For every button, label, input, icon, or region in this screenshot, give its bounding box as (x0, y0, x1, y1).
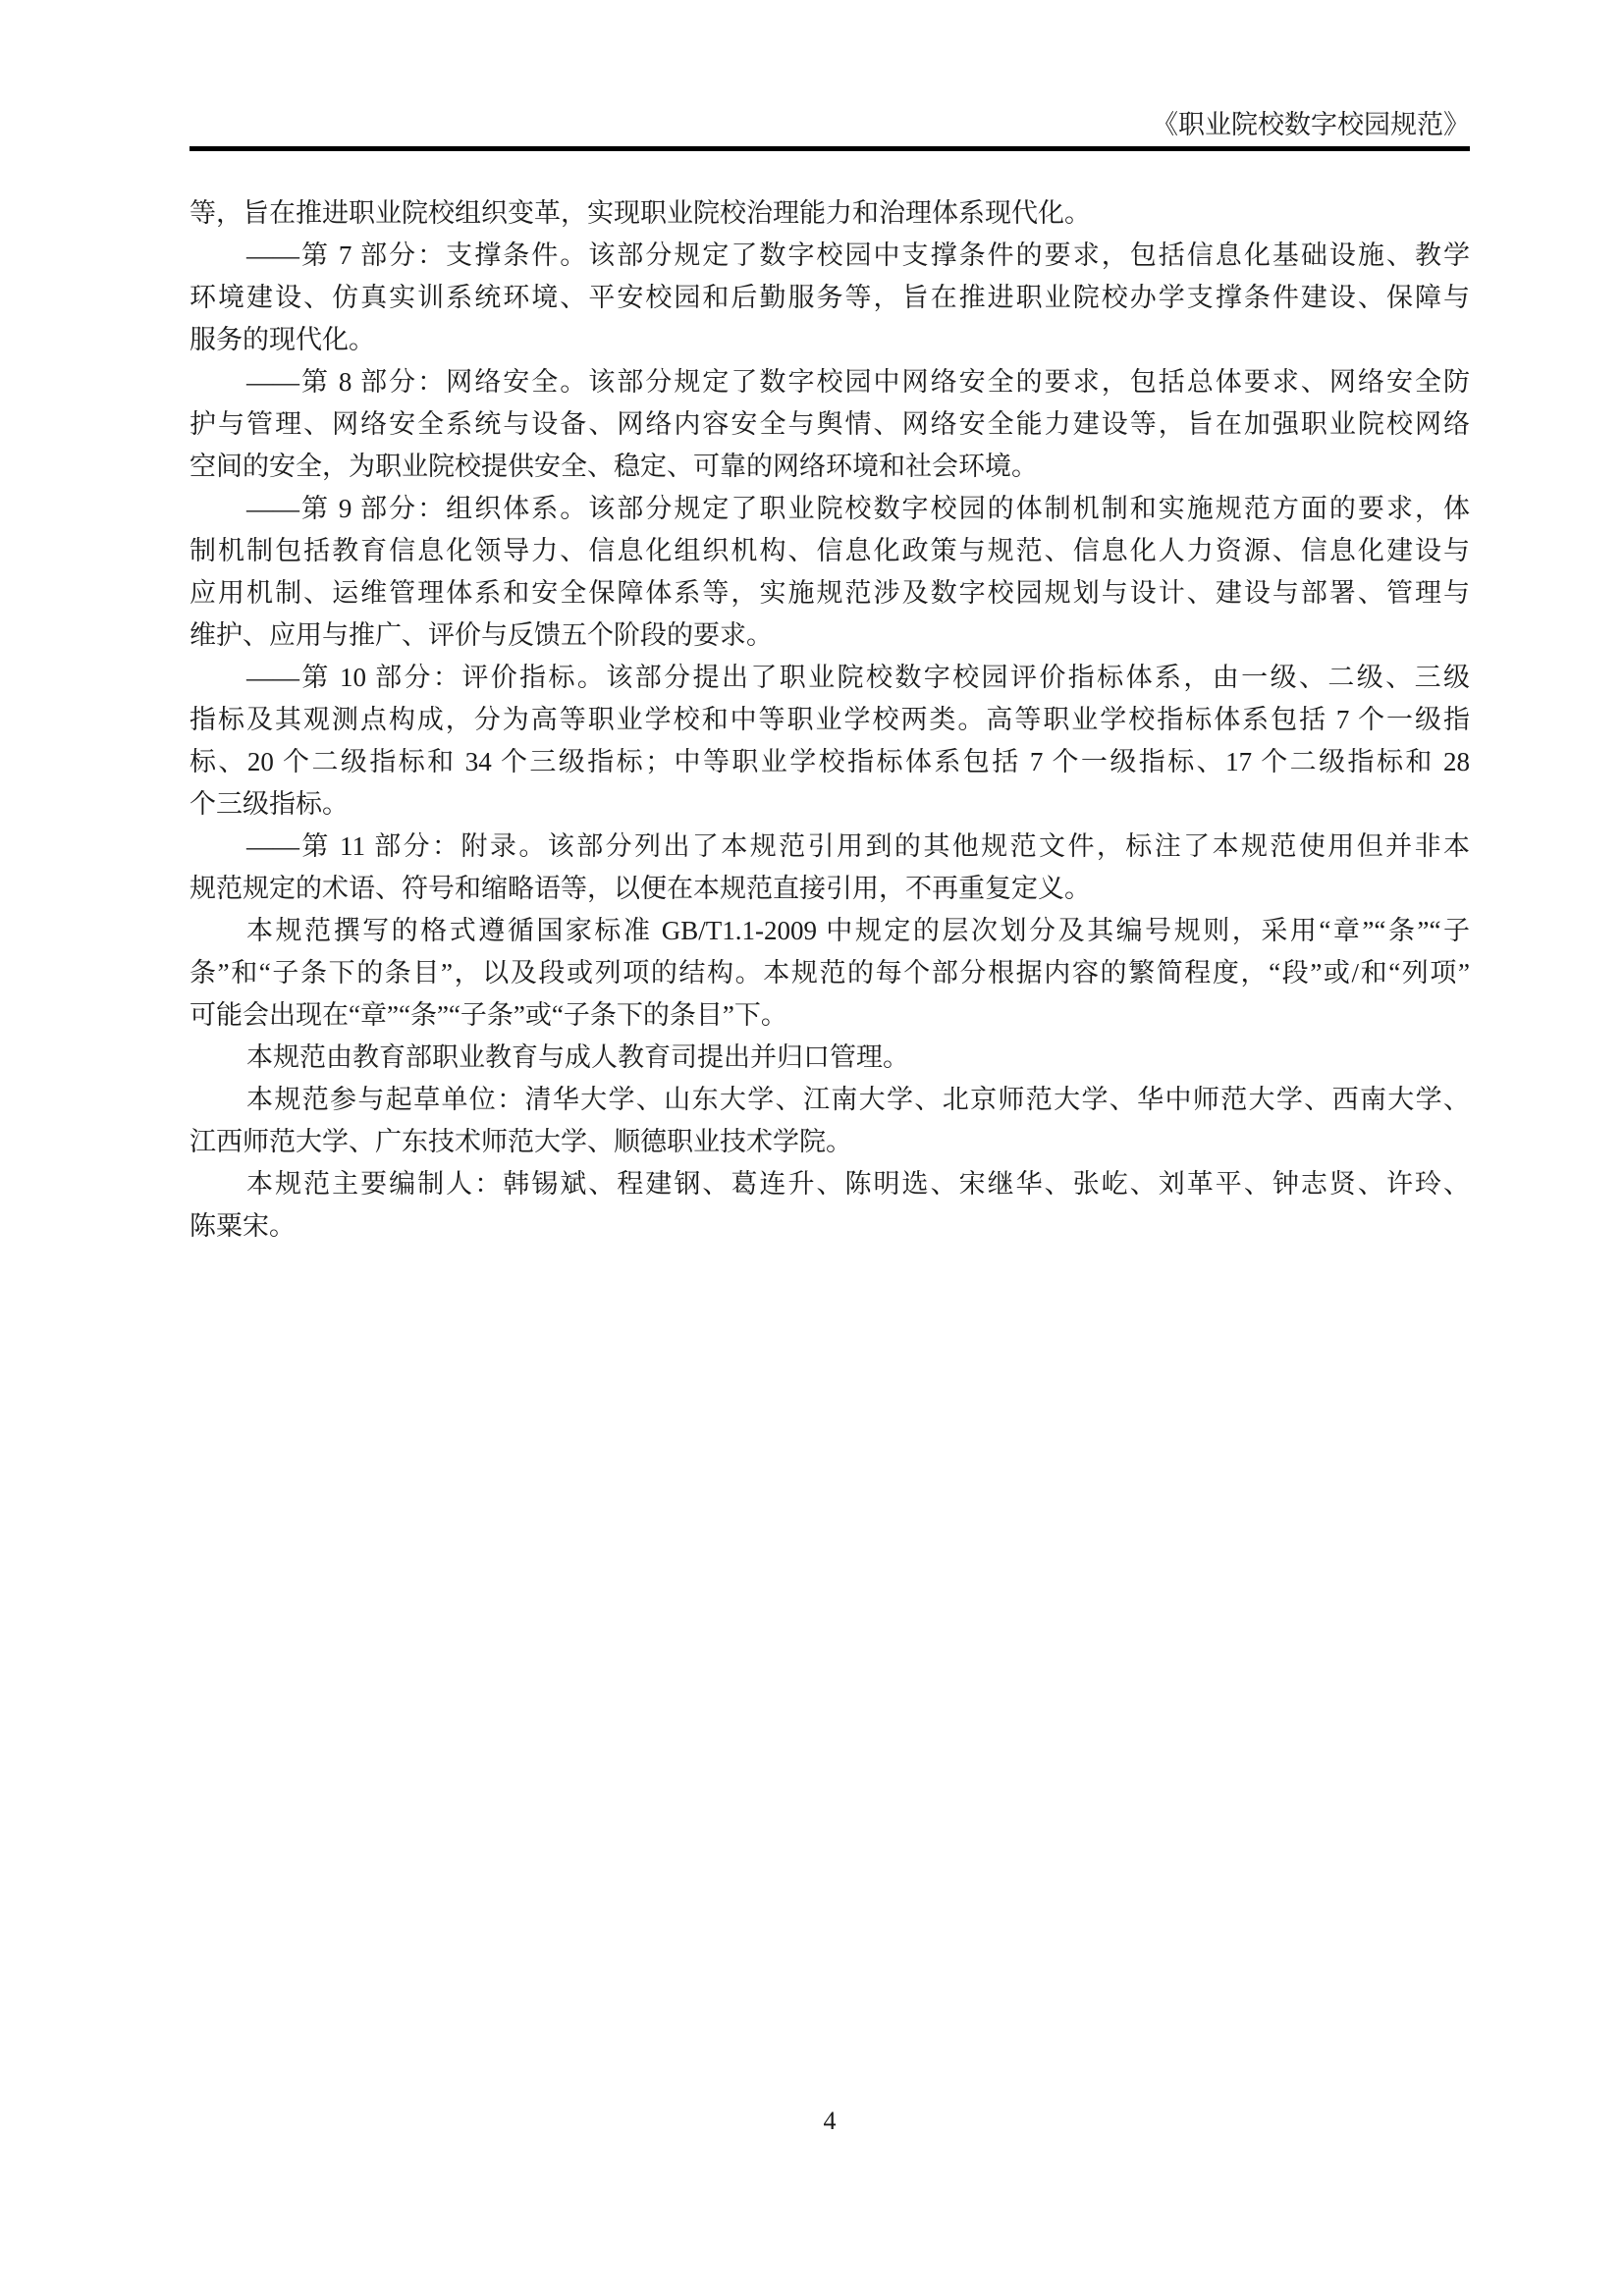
body-line: 等，旨在推进职业院校组织变革，实现职业院校治理能力和治理体系现代化。 (189, 198, 1091, 228)
body-line: 本规范主要编制人：韩锡斌、程建钢、葛连升、陈明选、宋继华、张屹、刘革平、钟志贤、许玲、 (246, 1169, 1470, 1199)
body-line: 指标及其观测点构成，分为高等职业学校和中等职业学校两类。高等职业学校指标体系包括 7 个一级指 (189, 705, 1470, 734)
body-line: ——第 8 部分：网络安全。该部分规定了数字校园中网络安全的要求，包括总体要求、网络安全防 (246, 367, 1470, 397)
body-line: ——第 9 部分：组织体系。该部分规定了职业院校数字校园的体制机制和实施规范方面的要求，体 (246, 494, 1470, 523)
body-line: 规范规定的术语、符号和缩略语等，以便在本规范直接引用，不再重复定义。 (189, 874, 1091, 903)
body-line: 可能会出现在“章”“条”“子条”或“子条下的条目”下。 (189, 1000, 787, 1030)
page-footer (189, 2107, 1470, 2136)
body-line: 服务的现代化。 (189, 325, 375, 354)
body-line: 空间的安全，为职业院校提供安全、稳定、可靠的网络环境和社会环境。 (189, 452, 1038, 481)
page-number: 4 (823, 2107, 837, 2135)
body-line: ——第 11 部分：附录。该部分列出了本规范引用到的其他规范文件，标注了本规范使用但并非本 (246, 831, 1470, 861)
document-body (189, 192, 1470, 1248)
body-line: 护与管理、网络安全系统与设备、网络内容安全与舆情、网络安全能力建设等，旨在加强职业院校网络 (189, 409, 1470, 439)
body-line: 陈粟宋。 (189, 1211, 296, 1241)
body-line: 应用机制、运维管理体系和安全保障体系等，实施规范涉及数字校园规划与设计、建设与部署、管理与 (189, 578, 1470, 608)
body-line: 本规范参与起草单位：清华大学、山东大学、江南大学、北京师范大学、华中师范大学、西南大学、 (246, 1085, 1470, 1114)
body-line: 制机制包括教育信息化领导力、信息化组织机构、信息化政策与规范、信息化人力资源、信息化建设与 (189, 536, 1470, 565)
body-line: 条”和“子条下的条目”，以及段或列项的结构。本规范的每个部分根据内容的繁简程度，“段”或/和“列项” (189, 958, 1470, 988)
body-line: 标、20 个二级指标和 34 个三级指标；中等职业学校指标体系包括 7 个一级指标、17 个二级指标和 28 (189, 747, 1470, 776)
body-line: ——第 10 部分：评价指标。该部分提出了职业院校数字校园评价指标体系，由一级、二级、三级 (246, 663, 1470, 692)
body-line: 个三级指标。 (189, 789, 349, 819)
header-rule (189, 146, 1470, 151)
body-line: 江西师范大学、广东技术师范大学、顺德职业技术学院。 (189, 1127, 852, 1156)
body-line: ——第 7 部分：支撑条件。该部分规定了数字校园中支撑条件的要求，包括信息化基础设施、教学 (246, 240, 1470, 270)
body-line: 维护、应用与推广、评价与反馈五个阶段的要求。 (189, 620, 773, 650)
body-line: 本规范撰写的格式遵循国家标准 GB/T1.1-2009 中规定的层次划分及其编号规则，采用“章”“条”“子 (246, 916, 1470, 945)
header-doc-title: 《职业院校数字校园规范》 (1152, 110, 1470, 139)
body-line: 环境建设、仿真实训系统环境、平安校园和后勤服务等，旨在推进职业院校办学支撑条件建设、保障与 (189, 283, 1470, 312)
body-line: 本规范由教育部职业教育与成人教育司提出并归口管理。 (246, 1042, 909, 1072)
